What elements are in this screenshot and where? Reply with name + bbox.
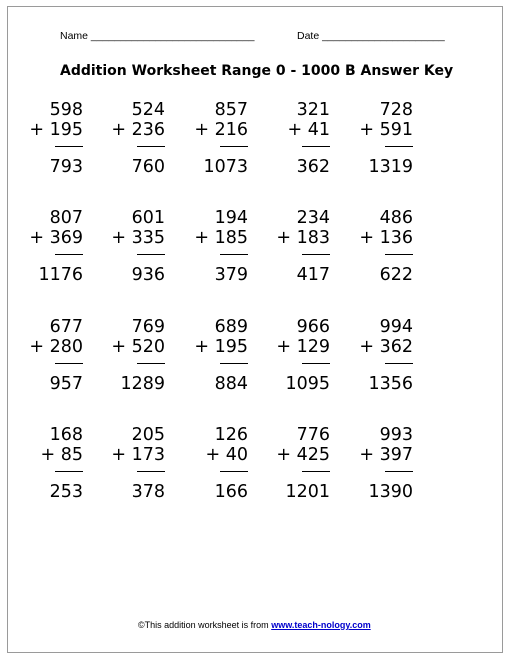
answer-rule xyxy=(220,363,248,364)
addition-problem xyxy=(260,208,330,285)
addend-bottom: + 183 xyxy=(276,228,330,248)
addend-top: 689 xyxy=(214,317,248,337)
addition-problem xyxy=(343,425,413,502)
worksheet-page xyxy=(7,6,503,653)
answer-rule xyxy=(137,471,165,472)
answer-value: 378 xyxy=(131,482,165,502)
answer-rule xyxy=(55,471,83,472)
addend-bottom: + 591 xyxy=(359,120,413,140)
addition-problem xyxy=(178,317,248,394)
answer-value: 379 xyxy=(214,265,248,285)
answer-rule xyxy=(55,254,83,255)
answer-value: 936 xyxy=(131,265,165,285)
answer-rule xyxy=(55,146,83,147)
answer-value: 1201 xyxy=(285,482,330,502)
addend-top: 194 xyxy=(214,208,248,228)
addition-problem xyxy=(95,100,165,177)
addition-problem xyxy=(343,208,413,285)
answer-rule xyxy=(385,471,413,472)
answer-value: 362 xyxy=(296,157,330,177)
answer-value: 166 xyxy=(214,482,248,502)
addend-bottom: + 216 xyxy=(194,120,248,140)
addend-top: 994 xyxy=(379,317,413,337)
addition-problem xyxy=(343,317,413,394)
answer-rule xyxy=(385,146,413,147)
footer-link[interactable]: www.teach-nology.com xyxy=(271,620,371,630)
addend-bottom: + 173 xyxy=(111,445,165,465)
answer-rule xyxy=(137,363,165,364)
answer-rule xyxy=(385,363,413,364)
addend-bottom: + 40 xyxy=(205,445,248,465)
worksheet-title: Addition Worksheet Range 0 - 1000 B Answer Key xyxy=(60,63,454,79)
answer-rule xyxy=(55,363,83,364)
addition-problem xyxy=(13,317,83,394)
addend-top: 205 xyxy=(131,425,165,445)
addend-bottom: + 85 xyxy=(40,445,83,465)
answer-rule xyxy=(220,146,248,147)
addend-bottom: + 369 xyxy=(29,228,83,248)
answer-value: 793 xyxy=(49,157,83,177)
addend-bottom: + 397 xyxy=(359,445,413,465)
addend-bottom: + 280 xyxy=(29,337,83,357)
addend-bottom: + 185 xyxy=(194,228,248,248)
addition-problem xyxy=(13,208,83,285)
addition-problem xyxy=(95,317,165,394)
addition-problem xyxy=(178,100,248,177)
answer-value: 1176 xyxy=(38,265,83,285)
addition-problem xyxy=(260,100,330,177)
addend-top: 807 xyxy=(49,208,83,228)
addend-bottom: + 425 xyxy=(276,445,330,465)
addition-problem xyxy=(260,317,330,394)
addend-bottom: + 362 xyxy=(359,337,413,357)
addition-problem xyxy=(178,425,248,502)
addition-problem xyxy=(178,208,248,285)
answer-rule xyxy=(302,471,330,472)
answer-rule xyxy=(137,254,165,255)
answer-value: 884 xyxy=(214,374,248,394)
answer-value: 1356 xyxy=(368,374,413,394)
footer-text: ©This addition worksheet is from xyxy=(138,620,272,630)
answer-rule xyxy=(302,254,330,255)
answer-value: 957 xyxy=(49,374,83,394)
answer-value: 1289 xyxy=(120,374,165,394)
addend-top: 126 xyxy=(214,425,248,445)
addend-top: 524 xyxy=(131,100,165,120)
addend-top: 598 xyxy=(49,100,83,120)
addend-bottom: + 520 xyxy=(111,337,165,357)
answer-value: 417 xyxy=(296,265,330,285)
addition-problem xyxy=(95,425,165,502)
name-field-label: Name ____________________________ xyxy=(60,30,255,42)
addend-bottom: + 195 xyxy=(194,337,248,357)
addend-top: 769 xyxy=(131,317,165,337)
addend-top: 601 xyxy=(131,208,165,228)
date-field-label: Date _____________________ xyxy=(297,30,445,42)
answer-value: 760 xyxy=(131,157,165,177)
answer-value: 253 xyxy=(49,482,83,502)
addend-bottom: + 136 xyxy=(359,228,413,248)
addend-top: 168 xyxy=(49,425,83,445)
answer-value: 1390 xyxy=(368,482,413,502)
addend-top: 234 xyxy=(296,208,330,228)
answer-rule xyxy=(385,254,413,255)
answer-rule xyxy=(302,363,330,364)
answer-value: 1319 xyxy=(368,157,413,177)
addend-top: 857 xyxy=(214,100,248,120)
addend-bottom: + 41 xyxy=(287,120,330,140)
addend-top: 966 xyxy=(296,317,330,337)
addition-problem xyxy=(13,425,83,502)
addition-problem xyxy=(95,208,165,285)
addend-bottom: + 236 xyxy=(111,120,165,140)
answer-rule xyxy=(220,471,248,472)
footer-credit xyxy=(138,620,371,630)
answer-rule xyxy=(302,146,330,147)
addition-problem xyxy=(13,100,83,177)
addend-top: 993 xyxy=(379,425,413,445)
addend-top: 677 xyxy=(49,317,83,337)
addition-problem xyxy=(260,425,330,502)
answer-value: 1073 xyxy=(203,157,248,177)
addend-top: 728 xyxy=(379,100,413,120)
answer-value: 622 xyxy=(379,265,413,285)
addition-problem xyxy=(343,100,413,177)
addend-top: 486 xyxy=(379,208,413,228)
addend-bottom: + 335 xyxy=(111,228,165,248)
answer-value: 1095 xyxy=(285,374,330,394)
addend-top: 776 xyxy=(296,425,330,445)
addend-bottom: + 195 xyxy=(29,120,83,140)
addend-top: 321 xyxy=(296,100,330,120)
answer-rule xyxy=(137,146,165,147)
addend-bottom: + 129 xyxy=(276,337,330,357)
answer-rule xyxy=(220,254,248,255)
